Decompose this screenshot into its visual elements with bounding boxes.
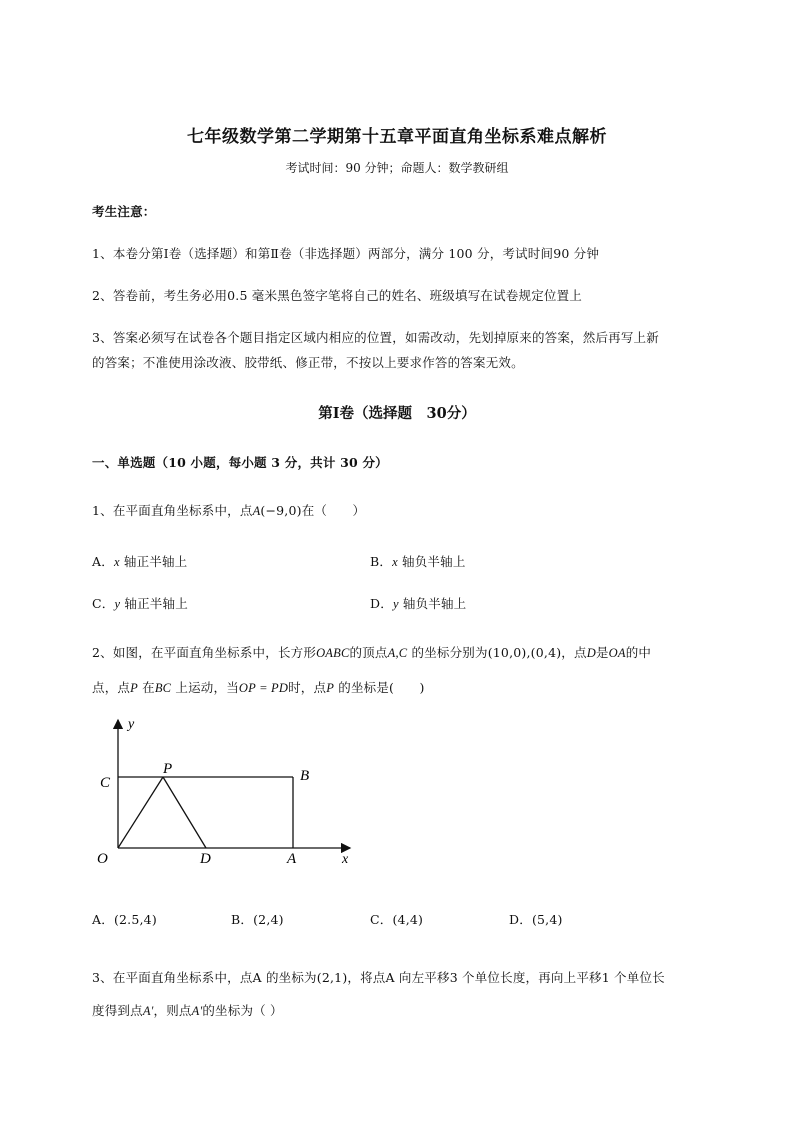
q1-coord: (−9,0) <box>260 503 302 518</box>
q2-text: 是 <box>595 645 609 660</box>
q1-option-a[interactable] <box>92 552 187 570</box>
option-text: (5,4) <box>531 912 563 927</box>
option-letter: B． <box>370 554 393 569</box>
q1-option-b[interactable] <box>370 552 466 570</box>
option-text: 轴正半轴上 <box>124 596 188 611</box>
notice-item-2: 2、答卷前，考生务必用0.5 毫米黑色签字笔将自己的姓名、班级填写在试卷规定位置上 <box>92 288 583 303</box>
q2-text: 的顶点 <box>349 645 388 660</box>
q2-option-d[interactable] <box>509 910 563 928</box>
q1-option-c[interactable] <box>92 594 188 612</box>
notice-item-3: 3、答案必须写在试卷各个题目指定区域内相应的位置，如需改动，先划掉原来的答案，然后再写上新 <box>92 330 659 345</box>
segment-op <box>118 777 163 848</box>
option-letter: D． <box>509 912 532 927</box>
question-3-line-2 <box>92 1001 283 1019</box>
q3-text: ，则点 <box>153 1003 192 1018</box>
q1-point: A <box>252 504 261 518</box>
q2-option-c[interactable] <box>370 910 423 928</box>
option-text: 轴负半轴上 <box>402 596 467 611</box>
option-letter: A． <box>92 912 114 927</box>
option-text: (4,4) <box>392 912 424 927</box>
q1-suffix: 在（ ） <box>301 503 366 518</box>
q2-text: ，点 <box>561 645 587 660</box>
label-x: x <box>342 852 349 867</box>
option-letter: C． <box>370 912 393 927</box>
q2-option-a[interactable] <box>92 910 157 928</box>
label-y: y <box>128 717 135 732</box>
q2-points: A,C <box>387 646 408 660</box>
q2-condition: OP = PD <box>238 681 289 695</box>
option-var: x <box>392 555 398 569</box>
option-var: x <box>113 555 120 569</box>
option-letter: D． <box>370 596 393 611</box>
section-title: 第Ⅰ卷（选择题 30分） <box>318 405 476 422</box>
notice-item-1: 1、本卷分第Ⅰ卷（选择题）和第Ⅱ卷（非选择题）两部分，满分 100 分，考试时间90 分钟 <box>92 246 600 261</box>
option-var: y <box>392 597 399 611</box>
q3-text: 的坐标为（ ） <box>202 1003 283 1018</box>
q2-text: 上运动，当 <box>175 680 239 695</box>
q2-option-b[interactable] <box>231 910 284 928</box>
option-letter: A． <box>92 554 114 569</box>
question-2-line-1 <box>92 643 651 661</box>
q2-coords: (10,0),(0,4) <box>487 645 562 660</box>
part-title: 一、单选题（10 小题，每小题 3 分，共计 30 分） <box>92 455 388 470</box>
q1-prefix: 1、在平面直角坐标系中，点 <box>92 503 253 518</box>
label-c: C <box>100 775 111 791</box>
notice-heading: 考生注意： <box>92 204 156 219</box>
notice-item-3-cont: 的答案；不准使用涂改液、胶带纸、修正带，不按以上要求作答的答案无效。 <box>92 355 524 370</box>
question-2-line-2 <box>92 678 425 696</box>
q2-text: 点，点 <box>92 680 131 695</box>
page-title: 七年级数学第二学期第十五章平面直角坐标系难点解析 <box>187 127 607 147</box>
option-letter: C． <box>92 596 115 611</box>
q2-text: 在 <box>142 680 155 695</box>
label-b: B <box>300 768 310 784</box>
q1-option-d[interactable] <box>370 594 466 612</box>
segment-pd <box>163 777 206 848</box>
label-o: O <box>97 851 108 867</box>
label-a: A <box>287 851 297 867</box>
q3-a-prime: A' <box>191 1004 203 1018</box>
option-text: 轴负半轴上 <box>402 554 466 569</box>
q3-text: 3、在平面直角坐标系中，点A 的坐标为 <box>92 970 317 985</box>
q3-text: 度得到点 <box>92 1003 143 1018</box>
label-p: P <box>163 761 173 777</box>
q3-a-prime: A' <box>142 1004 154 1018</box>
q2-rect: OABC <box>316 646 350 660</box>
q2-text: 的坐标是( ) <box>338 680 425 695</box>
question-1 <box>92 501 365 519</box>
label-d: D <box>200 851 211 867</box>
option-letter: B． <box>231 912 254 927</box>
q2-figure <box>92 712 372 872</box>
q2-d: D <box>586 646 596 660</box>
option-text: (2.5,4) <box>113 912 157 927</box>
q2-text: 的坐标分别为 <box>411 645 488 660</box>
q2-p: P <box>130 681 138 695</box>
q2-text: 2、如图，在平面直角坐标系中，长方形 <box>92 645 317 660</box>
option-text: 轴正半轴上 <box>123 554 188 569</box>
question-3-line-1 <box>92 968 665 986</box>
q3-coord: (2,1) <box>316 970 348 985</box>
option-text: (2,4) <box>253 912 284 927</box>
q3-text: ，将点A 向左平移3 个单位长度，再向上平移1 个单位长 <box>347 970 665 985</box>
q2-text: 时，点 <box>288 680 327 695</box>
q2-text: 的中 <box>625 645 652 660</box>
q2-oa: OA <box>608 646 626 660</box>
option-var: y <box>114 597 121 611</box>
exam-info: 考试时间：90 分钟；命题人：数学教研组 <box>285 161 509 175</box>
q2-p: P <box>326 681 335 695</box>
q2-bc: BC <box>154 681 172 695</box>
